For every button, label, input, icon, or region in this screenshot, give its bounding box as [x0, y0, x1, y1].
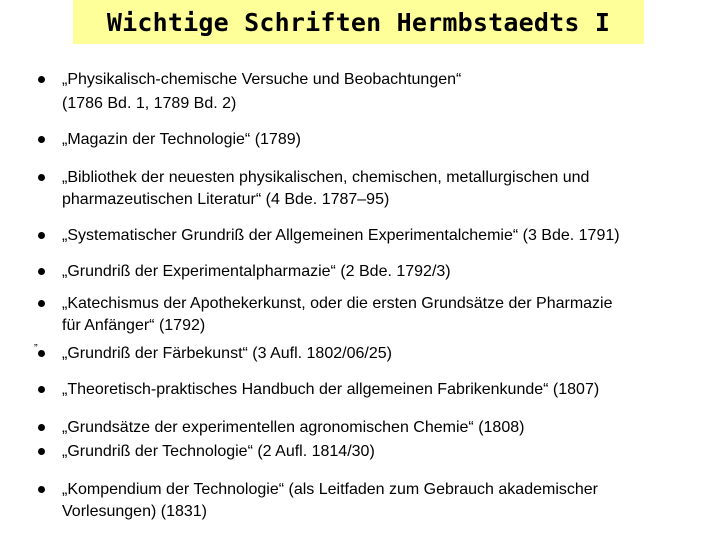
item-line: „Grundsätze der experimentellen agronomischen Chemie“ (1808): [62, 419, 525, 436]
page-title: Wichtige Schriften Hermbstaedts I: [106, 7, 611, 37]
item-line: Vorlesungen) (1831): [62, 503, 207, 520]
item-line: „Katechismus der Apothekerkunst, oder die ersten Grundsätze der Pharmazie: [62, 295, 613, 312]
bullet-icon: [38, 232, 45, 239]
bullet-icon: [38, 386, 45, 393]
item-line: „Theoretisch-praktisches Handbuch der allgemeinen Fabrikenkunde“ (1807): [62, 381, 600, 398]
title-banner: [73, 0, 644, 44]
item-line: „Physikalisch-chemische Versuche und Beobachtungen“: [62, 71, 462, 88]
item-line: „Grundriß der Färbekunst“ (3 Aufl. 1802/06/25): [62, 345, 392, 362]
item-line: „Bibliothek der neuesten physikalischen, chemischen, metallurgischen und: [62, 169, 590, 186]
item-line: „Kompendium der Technologie“ (als Leitfaden zum Gebrauch akademischer: [62, 481, 598, 498]
bullet-icon: [38, 136, 45, 143]
stray-quote-mark: „: [34, 336, 38, 348]
bullet-icon: [38, 424, 45, 431]
bullet-icon: [38, 300, 45, 307]
item-line: „Magazin der Technologie“ (1789): [62, 131, 301, 148]
item-line: „Grundriß der Technologie“ (2 Aufl. 1814/30): [62, 443, 375, 460]
item-line: „Systematischer Grundriß der Allgemeinen Experimentalchemie“ (3 Bde. 1791): [62, 227, 620, 244]
item-line: „Grundriß der Experimentalpharmazie“ (2 Bde. 1792/3): [62, 263, 451, 280]
bullet-icon: [38, 350, 45, 357]
item-line: für Anfänger“ (1792): [62, 317, 206, 334]
bullet-icon: [38, 76, 45, 83]
bullet-icon: [38, 448, 45, 455]
bullet-icon: [38, 174, 45, 181]
item-line: (1786 Bd. 1, 1789 Bd. 2): [62, 95, 237, 112]
bullet-icon: [38, 486, 45, 493]
item-line: pharmazeutischen Literatur“ (4 Bde. 1787–95): [62, 191, 390, 208]
bullet-icon: [38, 268, 45, 275]
